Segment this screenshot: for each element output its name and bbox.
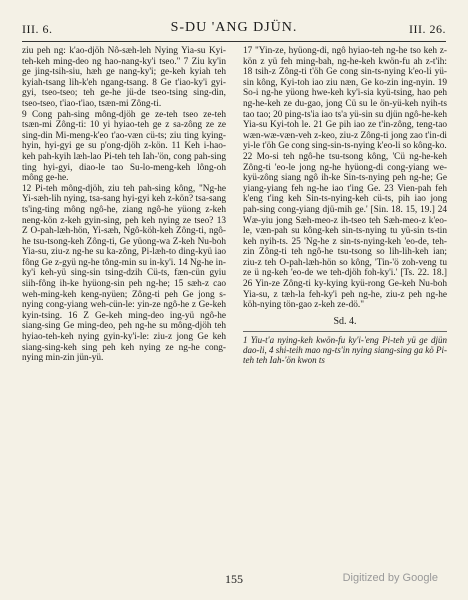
right-column bbox=[243, 46, 447, 566]
paragraph: 22 Mo-si teh ngô-he tsu-tsong kông, 'Cü ng-he-keh Zông-ti 'eo-le jong ng-he hyüong-di cong-yiang we-kyü-zông siang ngô ih-ke Sin-ts-nying peh ng-he; Ge yiang-yiang feh ng-he iao t'ing Ge. 23 Vien-pah feh k'eng t'ing keh Sin-ts-nying-keh cü-ts, pih iao jong pah-sing cong-yiang djü-mih ge.' [Sin. 18. 15, 19.] 24 Wæ-yiu jong Sæh-meo-z ih-tseo teh Sæh-meo-z k'eo-le, væn-pah su kông-keh sin-ts-nying tu yü-sin ts-tin keh nyih-ts. 25 'Ng-he z sin-ts-nying-keh 'eo-de, teh-zin Zông-ti teh ngô-he tsu-tsong so lih-lih-keh ian; ziu-z teh O-pah-læh-hön so kông, 'Tin-'ö zoh-veng tu ze ü ng-keh 'eo-de we teh-djöh foh-ky'i.' [Ts. 22. 18.] 26 Yin-ze Zông-ti ky-kying kyü-rong Ge-keh Nu-boh Yia-su, z tæh-la feh-ky'i peh ng-he, ziu-z peh ng-he köh-nying tön-gao z-keh ze-dö." bbox=[243, 151, 447, 311]
left-column bbox=[22, 46, 226, 566]
paragraph: 12 Pi-teh mông-djöh, ziu teh pah-sing kông, "Ng-he Yi-sæh-lih nying, tsa-sang hyi-gyi keh z-kön? tsa-sang ts'ing-ting mông ngô-he, ziang ngô-he yüong z-keh neng-kön z-keh gyin-sing, peh keh nying ze tseo? 13 Z O-pah-læh-hön, Yi-sæh, Ngô-köh-keh Zông-ti, ngô-he tsu-tsong-keh Zông-ti, Ge yüong-wa Z-keh Nu-boh Yia-su, ziu-z ng-he su ka-zông, Pi-læh-to ding-kyü iao fông Ge z-gyü ng-he tông-min su in-ky'i. 14 Ng-he in-ky'i keh-yü sing-sin tsing-dzih Cü-ts, fæn-cün gyiu siih-fông ih-ke hyüong-sin peh ng-he; 15 sæh-z cao weh-ming-keh keng-nyüen; Zông-ti peh Ge jong s-nying cong-yiang weh-cün-le: yin-ze ngô-he z Ge-keh kyin-tsing. 16 Z Ge-keh ming-deo ing-yü ngô-he siang-sing Ge ming-deo, peh ng-he su mông-djöh teh hyiao-teh-keh nying gyin-ky'i-le: ziu-z jong Ge keh siang-sing-keh sing peh keh nying ze ng-he cong-nying min-zin jün-yü. bbox=[22, 183, 226, 364]
paragraph: 17 "Yin-ze, hyüong-di, ngô hyiao-teh ng-he tso keh z-kön z yü feh ming-bah, ng-he-keh kwön-fu ah z-t'ih: 18 tsih-z Zông-ti t'öh Ge cong sin-ts-nying k'eo-li yü-sin kông, Kyi-toh iao ziu næn, Ge ko-zin ing-nyin. 19 So-i ng-he yüong hwe-keh ky'i-sia kyü-tsing, hao peh ng-he-keh ze du-gao, jong Cü su le ön-yü-keh nyih-ts tao tao; 20 ping-ts'ia iao ts'a yü-sin su djün ngô-he-keh Yia-su Kyi-toh le. 21 Ge pih iao ze t'in-zông, teng-tao wæn-wæ-væn-veh z-keo, ziu-z Zông-ti jong zao t'in-di yi-le t'öh Ge cong sing-sin-ts-nying k'eo-li so kông-ko. bbox=[243, 46, 447, 152]
header-chapter-right: III. 26. bbox=[409, 22, 446, 36]
paragraph: 9 Cong pah-sing mông-djöh ge ze-teh tseo ze-teh tsæn-mi Zông-ti: 10 yi hyiao-teh ge z sa-zông ze ze sing-din Mi-meng-k'eo t'ao-væn cü-ts; ziu ting kying-hyin, hyi-gyi ge su p'ong-djöh z-kön. 11 Keh i-hao-keh pah-kyih læh-lao Pi-teh teh Iah-'ön, cong pah-sing ting hyi-gyi, diao-le tao Su-lo-meng-keh lông-oh mông ge-he. bbox=[22, 109, 226, 184]
header-chapter-left: III. 6. bbox=[22, 22, 53, 36]
digitized-watermark: Digitized by Google bbox=[342, 572, 438, 584]
section-title: Sd. 4. bbox=[333, 315, 357, 327]
header-rule bbox=[22, 41, 446, 42]
page-footer bbox=[0, 570, 468, 590]
page-number: 155 bbox=[225, 572, 243, 586]
paragraph: ziu peh ng: k'ao-djöh Nô-sæh-leh Nying Yia-su Kyi-teh-keh ming-deo ng hao-nang-ky'i tseo." 7 Ziu ky'in ge jing-tsih-siu, hæh ge nang-ky'i; ge-keh kyiah teh kyiah-tsang lih-k'eh ngang-tsang. 8 Ge t'iao-ky'i gyi-gyi, tseo-tseo; teh ge-he jü-de tseo-tsing sing-din, tseo-tseo, t'iao-t'iao, tsæn-mi Zông-ti. bbox=[22, 46, 226, 109]
footnote: 1 Yiu-t'a nying-keh kwön-fu ky'i-'eng Pi-teh yü ge djün dao-li, 4 shi-teih mao ng-ts'in nying siang-sing ga kö Pi-teh teh Iah-'ön kwon ts bbox=[243, 331, 447, 365]
running-header bbox=[22, 18, 446, 42]
header-title: S-DU 'ANG DJÜN. bbox=[170, 20, 298, 35]
